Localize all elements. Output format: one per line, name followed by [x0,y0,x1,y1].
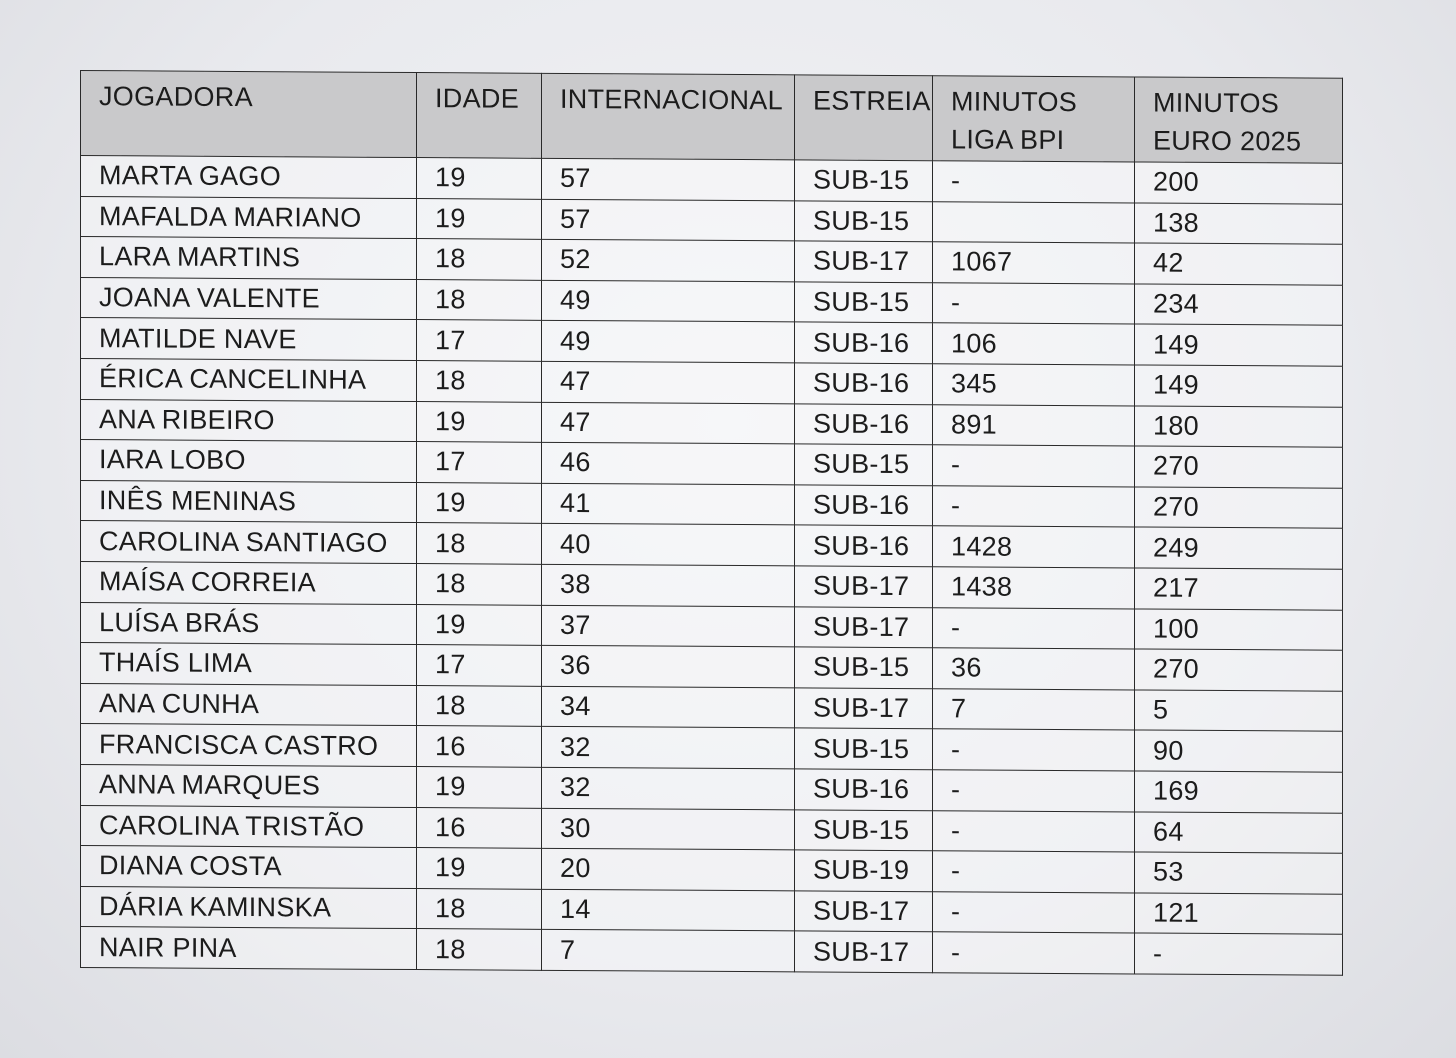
cell-minutos-liga-bpi: 1428 [933,526,1135,568]
cell-minutos-euro-2025: 149 [1135,324,1343,366]
cell-minutos-euro-2025: 234 [1135,284,1343,326]
cell-internacional: 57 [542,199,795,241]
cell-estreia: SUB-16 [795,525,933,566]
cell-idade: 16 [417,807,542,848]
cell-jogadora: MAFALDA MARIANO [81,196,417,239]
cell-estreia: SUB-17 [795,891,933,932]
cell-jogadora: THAÍS LIMA [81,643,417,686]
cell-idade: 17 [417,442,542,483]
cell-idade: 19 [417,848,542,889]
cell-minutos-liga-bpi: 1067 [933,242,1135,284]
cell-minutos-euro-2025: 169 [1135,771,1343,813]
cell-estreia: SUB-15 [795,647,933,688]
cell-internacional: 37 [542,605,795,647]
table-body [81,156,1343,976]
cell-estreia: SUB-15 [795,728,933,769]
cell-minutos-euro-2025: 180 [1135,406,1343,448]
table-row [81,927,1343,975]
cell-minutos-euro-2025: 249 [1135,527,1343,569]
cell-estreia: SUB-17 [795,241,933,282]
header-minutos-euro-2025: MINUTOS EURO 2025 [1135,77,1343,163]
cell-minutos-euro-2025: 5 [1135,690,1343,732]
cell-idade: 18 [417,563,542,604]
cell-idade: 19 [417,482,542,523]
header-minutos-liga-bpi: MINUTOS LIGA BPI [933,76,1135,162]
cell-minutos-euro-2025: 138 [1135,203,1343,245]
cell-jogadora: ANA RIBEIRO [81,399,417,442]
cell-minutos-liga-bpi: 106 [933,323,1135,365]
cell-idade: 18 [417,239,542,280]
cell-internacional: 46 [542,442,795,484]
cell-minutos-liga-bpi: - [933,810,1135,852]
cell-jogadora: CAROLINA SANTIAGO [81,521,417,564]
cell-idade: 16 [417,726,542,767]
cell-estreia: SUB-16 [795,322,933,363]
cell-minutos-euro-2025: 100 [1135,608,1343,650]
cell-idade: 18 [417,929,542,970]
header-estreia: ESTREIA [795,75,933,161]
cell-internacional: 47 [542,402,795,444]
players-table [80,70,1343,976]
cell-estreia: SUB-16 [795,403,933,444]
cell-idade: 17 [417,645,542,686]
cell-internacional: 57 [542,158,795,200]
cell-minutos-liga-bpi: - [933,932,1135,974]
cell-minutos-euro-2025: 90 [1135,730,1343,772]
cell-internacional: 14 [542,889,795,931]
cell-idade: 19 [417,158,542,199]
cell-estreia: SUB-17 [795,931,933,972]
cell-jogadora: JOANA VALENTE [81,277,417,320]
cell-jogadora: IARA LOBO [81,440,417,483]
cell-jogadora: DIANA COSTA [81,846,417,889]
cell-estreia: SUB-16 [795,485,933,526]
cell-internacional: 38 [542,564,795,606]
cell-internacional: 7 [542,930,795,972]
cell-internacional: 36 [542,645,795,687]
cell-minutos-liga-bpi: - [933,485,1135,527]
header-row [81,71,1343,164]
cell-internacional: 49 [542,280,795,322]
cell-idade: 19 [417,198,542,239]
cell-minutos-liga-bpi: 36 [933,648,1135,690]
cell-estreia: SUB-19 [795,850,933,891]
cell-minutos-euro-2025: 200 [1135,162,1343,204]
cell-jogadora: ÉRICA CANCELINHA [81,358,417,401]
cell-minutos-euro-2025: - [1135,933,1343,975]
cell-internacional: 40 [542,524,795,566]
cell-minutos-euro-2025: 149 [1135,365,1343,407]
header-jogadora: JOGADORA [81,71,417,158]
cell-idade: 18 [417,888,542,929]
cell-minutos-liga-bpi: - [933,607,1135,649]
cell-minutos-euro-2025: 53 [1135,852,1343,894]
cell-minutos-euro-2025: 270 [1135,446,1343,488]
cell-estreia: SUB-15 [795,809,933,850]
cell-jogadora: FRANCISCA CASTRO [81,724,417,767]
cell-minutos-liga-bpi: - [933,851,1135,893]
cell-jogadora: LUÍSA BRÁS [81,602,417,645]
cell-internacional: 49 [542,321,795,363]
cell-jogadora: LARA MARTINS [81,237,417,280]
cell-estreia: SUB-16 [795,363,933,404]
cell-idade: 17 [417,320,542,361]
cell-jogadora: MAÍSA CORREIA [81,561,417,604]
cell-minutos-liga-bpi: - [933,770,1135,812]
cell-jogadora: DÁRIA KAMINSKA [81,886,417,929]
table-header [81,71,1343,164]
cell-idade: 18 [417,685,542,726]
cell-jogadora: INÊS MENINAS [81,480,417,523]
cell-estreia: SUB-17 [795,688,933,729]
cell-idade: 18 [417,523,542,564]
cell-internacional: 32 [542,727,795,769]
cell-minutos-liga-bpi: - [933,282,1135,324]
cell-minutos-euro-2025: 270 [1135,649,1343,691]
cell-minutos-euro-2025: 217 [1135,568,1343,610]
cell-internacional: 41 [542,483,795,525]
cell-estreia: SUB-15 [795,160,933,201]
cell-minutos-liga-bpi: - [933,445,1135,487]
cell-estreia: SUB-17 [795,606,933,647]
cell-idade: 19 [417,401,542,442]
cell-jogadora: NAIR PINA [81,927,417,970]
cell-jogadora: MARTA GAGO [81,156,417,199]
cell-internacional: 34 [542,686,795,728]
cell-minutos-liga-bpi: - [933,161,1135,203]
cell-internacional: 52 [542,240,795,282]
cell-jogadora: ANA CUNHA [81,683,417,726]
cell-jogadora: ANNA MARQUES [81,764,417,807]
cell-minutos-euro-2025: 64 [1135,811,1343,853]
cell-estreia: SUB-16 [795,769,933,810]
cell-idade: 18 [417,279,542,320]
cell-estreia: SUB-15 [795,444,933,485]
cell-jogadora: CAROLINA TRISTÃO [81,805,417,848]
cell-minutos-liga-bpi: - [933,729,1135,771]
cell-internacional: 32 [542,767,795,809]
cell-jogadora: MATILDE NAVE [81,318,417,361]
cell-estreia: SUB-17 [795,566,933,607]
cell-minutos-liga-bpi [933,201,1135,243]
cell-minutos-liga-bpi: 891 [933,404,1135,446]
header-internacional: INTERNACIONAL [542,73,795,160]
cell-internacional: 30 [542,808,795,850]
cell-minutos-euro-2025: 270 [1135,487,1343,529]
header-idade: IDADE [417,73,542,159]
cell-idade: 18 [417,361,542,402]
cell-idade: 19 [417,604,542,645]
cell-minutos-liga-bpi: - [933,891,1135,933]
cell-internacional: 20 [542,848,795,890]
cell-estreia: SUB-15 [795,200,933,241]
cell-idade: 19 [417,766,542,807]
cell-minutos-liga-bpi: 1438 [933,567,1135,609]
cell-minutos-liga-bpi: 345 [933,364,1135,406]
cell-minutos-liga-bpi: 7 [933,688,1135,730]
cell-minutos-euro-2025: 121 [1135,893,1343,935]
cell-minutos-euro-2025: 42 [1135,243,1343,285]
cell-internacional: 47 [542,361,795,403]
cell-estreia: SUB-15 [795,282,933,323]
